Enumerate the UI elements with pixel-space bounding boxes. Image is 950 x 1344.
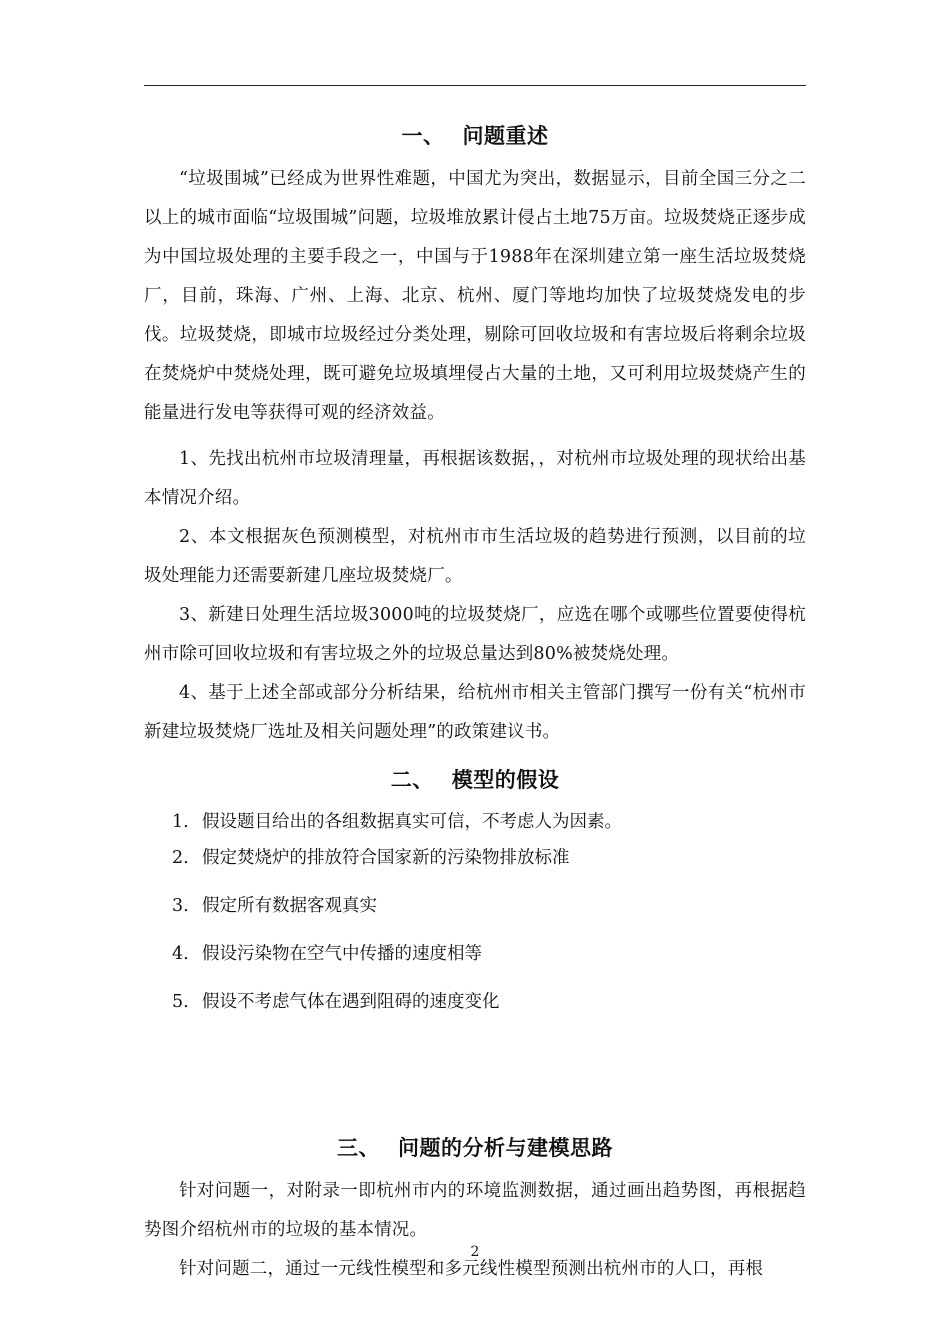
section-2-heading	[144, 756, 806, 804]
problem-1-analysis-paragraph: 针对问题一，对附录一即杭州市内的环境监测数据，通过画出趋势图，再根据趋势图介绍杭州市的垃圾的基本情况。	[144, 1181, 806, 1240]
section-2-title: 模型的假设	[451, 768, 560, 792]
list-item	[144, 804, 806, 840]
page-content	[144, 112, 806, 1289]
list-item-number: 4.	[172, 944, 189, 964]
list-item	[144, 888, 806, 924]
task-4-paragraph: 4、基于上述全部或部分分析结果，给杭州市相关主管部门撰写一份有关“杭州市新建垃圾焚烧厂选址及相关问题处理”的政策建议书。	[144, 683, 806, 742]
task-1-paragraph: 1、先找出杭州市垃圾清理量，再根据该数据，，对杭州市垃圾处理的现状给出基本情况介绍。	[144, 449, 806, 508]
list-item-number: 1.	[172, 812, 189, 832]
list-item	[144, 936, 806, 972]
section-1-title: 问题重述	[462, 124, 549, 148]
page-number: 2	[470, 1244, 480, 1260]
task-2-paragraph: 2、本文根据灰色预测模型，对杭州市市生活垃圾的趋势进行预测，以目前的垃圾处理能力还需要新建几座垃圾焚烧厂。	[144, 527, 806, 586]
list-item-text: 假定焚烧炉的排放符合国家新的污染物排放标准	[202, 848, 570, 868]
list-item-number: 5.	[172, 992, 189, 1012]
section-3-title: 问题的分析与建模思路	[398, 1136, 613, 1160]
header-rule	[144, 85, 806, 86]
list-item	[144, 984, 806, 1020]
section-1-number: 一、	[401, 124, 445, 148]
section-2-number: 二、	[390, 768, 434, 792]
list-item-text: 假定所有数据客观真实	[202, 896, 377, 916]
section-1-heading	[144, 112, 806, 160]
list-item-number: 2.	[172, 848, 189, 868]
list-item-number: 3.	[172, 896, 189, 916]
section-1-intro-paragraph: “垃圾围城”已经成为世界性难题，中国尤为突出，数据显示，目前全国三分之二以上的城市面临“垃圾围城”问题，垃圾堆放累计侵占土地75万亩。垃圾焚烧正逐步成为中国垃圾处理的主要手段之一，中国与于1988年在深圳建立第一座生活垃圾焚烧厂，目前，珠海、广州、上海、北京、杭州、厦门等地均加快了垃圾焚烧发电的步伐。垃圾焚烧，即城市垃圾经过分类处理，剔除可回收垃圾和有害垃圾后将剩余垃圾在焚烧炉中焚烧处理，既可避免垃圾填埋侵占大量的土地，又可利用垃圾焚烧产生的能量进行发电等获得可观的经济效益。	[144, 169, 806, 423]
list-item-text: 假设题目给出的各组数据真实可信，不考虑人为因素。	[202, 812, 622, 832]
task-3-paragraph: 3、新建日处理生活垃圾3000吨的垃圾焚烧厂，应选在哪个或哪些位置要使得杭州市除可回收垃圾和有害垃圾之外的垃圾总量达到80%被焚烧处理。	[144, 605, 806, 664]
list-item-text: 假设污染物在空气中传播的速度相等	[202, 944, 482, 964]
section-3-heading	[144, 1124, 806, 1172]
assumption-list	[144, 804, 806, 1020]
list-item-text: 假设不考虑气体在遇到阻碍的速度变化	[202, 992, 500, 1012]
list-item	[144, 840, 806, 876]
section-3-number: 三、	[337, 1136, 380, 1160]
problem-2-analysis-paragraph: 针对问题二，通过一元线性模型和多元线性模型预测出杭州市的人口，再根	[179, 1259, 764, 1279]
